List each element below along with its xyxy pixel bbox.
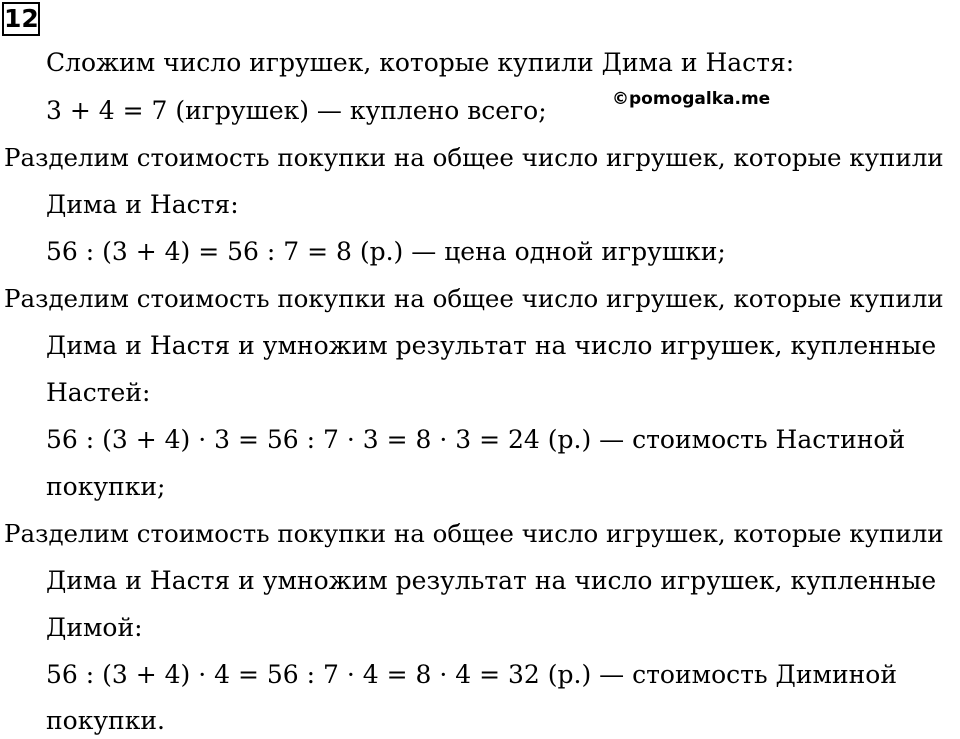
text-line: покупки; — [46, 472, 166, 501]
text-line: Настей: — [46, 378, 151, 407]
text-line: Дима и Настя и умножим результат на число игрушек, купленные — [46, 566, 937, 595]
text-line: Дима и Настя и умножим результат на число игрушек, купленные — [46, 331, 937, 360]
equation-line: 56 : (3 + 4) · 4 = 56 : 7 · 4 = 8 · 4 = 32 (р.) — стоимость Диминой — [46, 660, 898, 689]
text-line: покупки. — [46, 706, 165, 735]
text-line: Дима и Настя: — [46, 190, 239, 219]
watermark: ©pomogalka.me — [612, 89, 771, 109]
task-number-box: 12 — [2, 2, 40, 36]
text-line: Димой: — [46, 613, 143, 642]
equation-line: 3 + 4 = 7 (игрушек) — куплено всего; — [46, 96, 547, 125]
text-line: Разделим стоимость покупки на общее число игрушек, которые купили — [4, 143, 944, 172]
text-line: Разделим стоимость покупки на общее число игрушек, которые купили — [4, 519, 944, 548]
equation-line: 56 : (3 + 4) = 56 : 7 = 8 (р.) — цена одной игрушки; — [46, 237, 726, 266]
equation-line: 56 : (3 + 4) · 3 = 56 : 7 · 3 = 8 · 3 = 24 (р.) — стоимость Настиной — [46, 425, 906, 454]
text-line: Разделим стоимость покупки на общее число игрушек, которые купили — [4, 284, 944, 313]
text-line: Сложим число игрушек, которые купили Дима и Настя: — [46, 48, 795, 77]
